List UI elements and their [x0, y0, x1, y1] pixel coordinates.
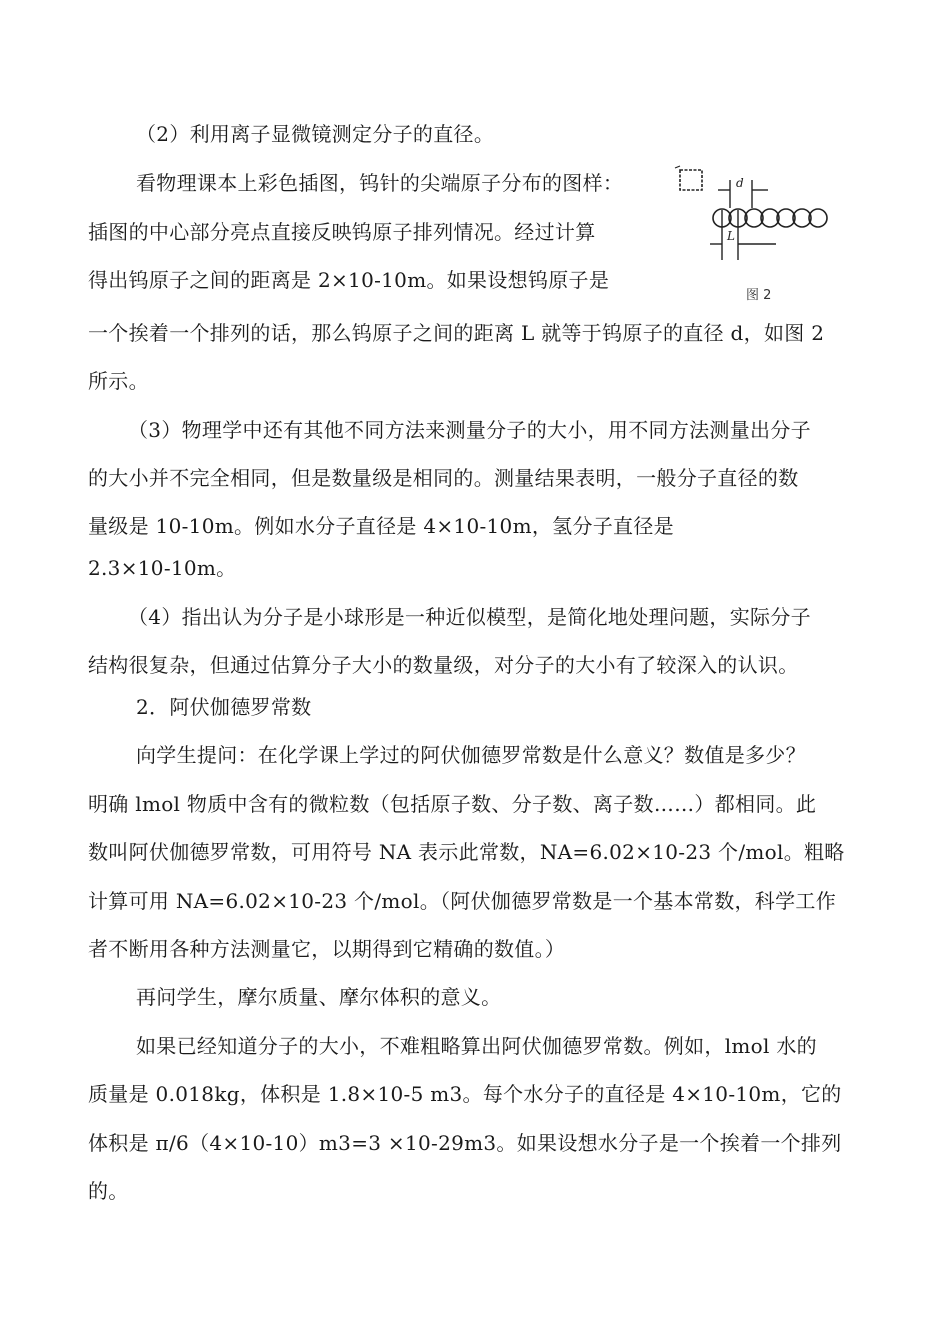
label-d: d — [736, 176, 744, 190]
paragraph-line-14: 向学生提问：在化学课上学过的阿伏伽德罗常数是什么意义？数值是多少？ — [136, 743, 806, 767]
paragraph-line-4: 得出钨原子之间的距离是 2×10-10m。如果设想钨原子是 — [88, 268, 610, 292]
box-outline — [680, 170, 702, 190]
paragraph-line-21: 质量是 0.018kg，体积是 1.8×10-5 m3。每个水分子的直径是 4×10-10m，它的 — [88, 1082, 842, 1106]
paragraph-line-22: 体积是 π/6（4×10-10）m3=3 ×10-29m3。如果设想水分子是一个挨着一个排列 — [88, 1131, 842, 1155]
paragraph-line-23: 的。 — [88, 1179, 129, 1203]
paragraph-line-8: 的大小并不完全相同，但是数量级是相同的。测量结果表明，一般分子直径的数 — [88, 466, 799, 490]
paragraph-line-15: 明确 lmol 物质中含有的微粒数（包括原子数、分子数、离子数……）都相同。此 — [88, 792, 817, 816]
paragraph-line-20: 如果已经知道分子的大小，不难粗略算出阿伏伽德罗常数。例如，lmol 水的 — [136, 1034, 817, 1058]
paragraph-line-9: 量级是 10-10m。例如水分子直径是 4×10-10m，氢分子直径是 — [88, 514, 674, 538]
corner-tick — [675, 166, 680, 168]
label-L: L — [727, 229, 735, 243]
paragraph-line-19: 再问学生，摩尔质量、摩尔体积的意义。 — [136, 985, 502, 1009]
figure-caption: 图 2 — [746, 288, 772, 303]
paragraph-line-3: 插图的中心部分亮点直接反映钨原子排列情况。经过计算 — [88, 220, 596, 244]
paragraph-line-1: （2）利用离子显微镜测定分子的直径。 — [136, 122, 495, 146]
section-heading: 2．阿伏伽德罗常数 — [136, 695, 312, 719]
paragraph-line-6: 所示。 — [88, 369, 149, 393]
tungsten-atom-diagram — [672, 160, 832, 310]
paragraph-line-7: （3）物理学中还有其他不同方法来测量分子的大小，用不同方法测量出分子 — [128, 418, 811, 442]
paragraph-line-2: 看物理课本上彩色插图，钨针的尖端原子分布的图样： — [136, 171, 624, 195]
paragraph-line-17: 计算可用 NA=6.02×10-23 个/mol。（阿伏伽德罗常数是一个基本常数，科学工作 — [88, 889, 837, 913]
paragraph-line-10: 2.3×10-10m。 — [88, 556, 237, 580]
paragraph-line-18: 者不断用各种方法测量它，以期得到它精确的数值。） — [88, 937, 566, 961]
paragraph-line-5: 一个挨着一个排列的话，那么钨原子之间的距离 L 就等于钨原子的直径 d，如图 2 — [88, 321, 825, 345]
paragraph-line-16: 数叫阿伏伽德罗常数，可用符号 NA 表示此常数，NA=6.02×10-23 个/mol。粗略 — [88, 840, 845, 864]
paragraph-line-11: （4）指出认为分子是小球形是一种近似模型，是简化地处理问题，实际分子 — [128, 605, 811, 629]
paragraph-line-12: 结构很复杂，但通过估算分子大小的数量级，对分子的大小有了较深入的认识。 — [88, 653, 799, 677]
